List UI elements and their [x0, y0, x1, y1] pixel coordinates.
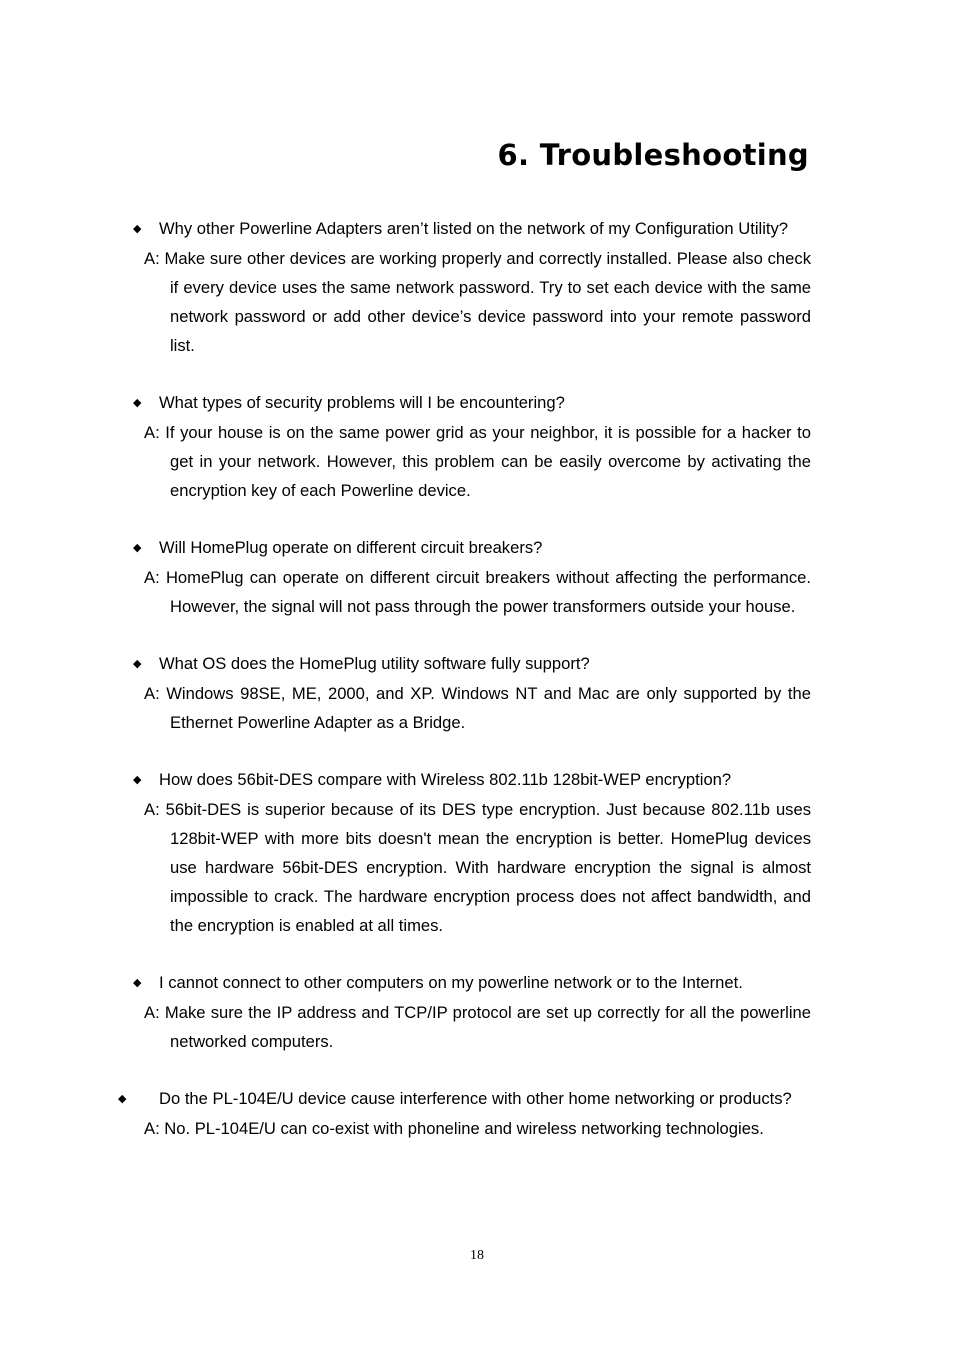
diamond-bullet-icon: ◆	[133, 397, 142, 409]
faq-question	[133, 649, 811, 679]
faq-item	[133, 214, 811, 360]
diamond-bullet-icon: ◆	[118, 1093, 127, 1105]
faq-item	[133, 765, 811, 940]
faq-answer: A: 56bit-DES is superior because of its DES type encryption. Just because 802.11b uses 128bit-WEP with more bits doesn't mean the encryption is better. HomePlug devices use hardware 56bit-DES encryption. With hardware encryption the signal is almost impossible to crack. The hardware encryption process does not affect bandwidth, and the encryption is enabled at all times.	[144, 800, 811, 935]
faq-item	[133, 533, 811, 621]
faq-question	[133, 214, 811, 244]
faq-answer: A: No. PL-104E/U can co-exist with phoneline and wireless networking technologies.	[144, 1119, 764, 1138]
faq-answer: A: If your house is on the same power grid as your neighbor, it is possible for a hacker to get in your network. However, this problem can be easily overcome by activating the encryption key of each Powerline device.	[144, 423, 811, 500]
diamond-bullet-icon: ◆	[133, 977, 142, 989]
faq-question	[133, 533, 811, 563]
diamond-bullet-icon: ◆	[133, 774, 142, 786]
diamond-bullet-icon: ◆	[133, 658, 142, 670]
faq-question-text: How does 56bit-DES compare with Wireless 802.11b 128bit-WEP encryption?	[159, 770, 732, 789]
faq-list	[118, 214, 811, 1171]
faq-answer: A: Windows 98SE, ME, 2000, and XP. Windows NT and Mac are only supported by the Ethernet Powerline Adapter as a Bridge.	[144, 684, 811, 732]
faq-item	[133, 388, 811, 505]
faq-question	[133, 388, 811, 418]
faq-question-text: Why other Powerline Adapters aren’t listed on the network of my Configuration Utility?	[159, 219, 789, 238]
faq-item	[118, 1084, 811, 1143]
faq-item	[133, 968, 811, 1056]
faq-question-text: Will HomePlug operate on different circuit breakers?	[159, 538, 543, 557]
faq-answer: A: Make sure the IP address and TCP/IP protocol are set up correctly for all the powerline networked computers.	[144, 1003, 811, 1051]
faq-question-text: Do the PL-104E/U device cause interference with other home networking or products?	[159, 1089, 792, 1108]
diamond-bullet-icon: ◆	[133, 223, 142, 235]
faq-question	[118, 1084, 811, 1114]
faq-question	[133, 765, 811, 795]
faq-question-text: I cannot connect to other computers on my powerline network or to the Internet.	[159, 973, 743, 992]
faq-answer: A: HomePlug can operate on different circuit breakers without affecting the performance. However, the signal will not pass through the power transformers outside your house.	[144, 568, 811, 616]
page-number: 18	[470, 1248, 484, 1263]
faq-answer: A: Make sure other devices are working properly and correctly installed. Please also check if every device uses the same network password. Try to set each device with the same network password or add other device’s device password into your remote password list.	[144, 249, 811, 355]
faq-question-text: What OS does the HomePlug utility software fully support?	[159, 654, 590, 673]
page-title: 6. Troubleshooting	[497, 138, 809, 172]
faq-question-text: What types of security problems will I be encountering?	[159, 393, 565, 412]
diamond-bullet-icon: ◆	[133, 542, 142, 554]
faq-item	[133, 649, 811, 737]
faq-question	[133, 968, 811, 998]
